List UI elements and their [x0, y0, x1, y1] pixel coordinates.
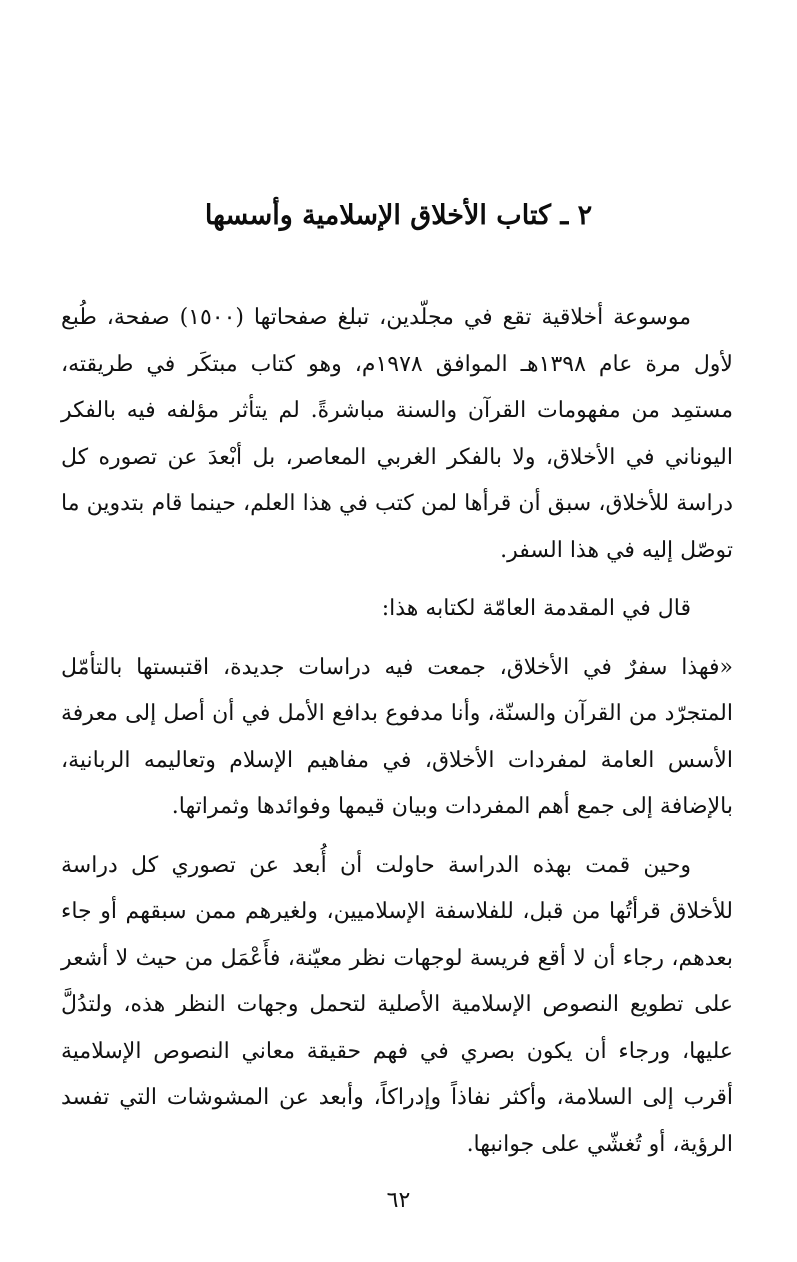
- paragraph-intro: موسوعة أخلاقية تقع في مجلّدين، تبلغ صفحاتها (١٥٠٠) صفحة، طُبع لأول مرة عام ١٣٩٨هـ الموافق ١٩٧٨م، وهو كتاب مبتكَر في طريقته، مستمِد من مفهومات القرآن والسنة مباشرةً. لم يتأثر مؤلفه فيه بالفكر اليوناني في الأخلاق، ولا بالفكر الغربي المعاصر، بل أبْعدَ عن تصوره كل دراسة للأخلاق، سبق أن قرأها لمن كتب في هذا العلم، حينما قام بتدوين ما توصّل إليه في هذا السفر.: [61, 305, 733, 563]
- body-text: [61, 295, 733, 1180]
- page-number: ٦٢: [386, 1188, 411, 1213]
- paragraph-quote-continued: وحين قمت بهذه الدراسة حاولت أن أُبعد عن تصوري كل دراسة للأخلاق قرأتُها من قبل، للفلاسفة الإسلاميين، ولغيرهم ممن سبقهم أو جاء بعدهم، رجاء أن لا أقع فريسة لوجهات نظر معيّنة، فأَعْمَل من حيث لا أشعر على تطويع النصوص الإسلامية الأصلية لتحمل وجهات النظر هذه، ولتدُلَّ عليها، ورجاء أن يكون بصري في فهم حقيقة معاني النصوص الإسلامية أقرب إلى السلامة، وأكثر نفاذاً وإدراكاً، وأبعد عن المشوشات التي تفسد الرؤية، أو تُغشّي على جوانبها.: [61, 852, 733, 1157]
- section-heading: ٢ ـ كتاب الأخلاق الإسلامية وأسسها: [204, 200, 593, 231]
- paragraph-quote-lead: قال في المقدمة العامّة لكتابه هذا:: [381, 596, 691, 621]
- paragraph-quote: «فهذا سفرٌ في الأخلاق، جمعت فيه دراسات جديدة، اقتبستها بالتأمّل المتجرّد من القرآن والسنّة، وأنا مدفوع بدافع الأمل في أن أصل إلى معرفة الأسس العامة لمفردات الأخلاق، في مفاهيم الإسلام وتعاليمه الربانية، بالإضافة إلى جمع أهم المفردات وبيان قيمها وفوائدها وثمراتها.: [61, 654, 733, 819]
